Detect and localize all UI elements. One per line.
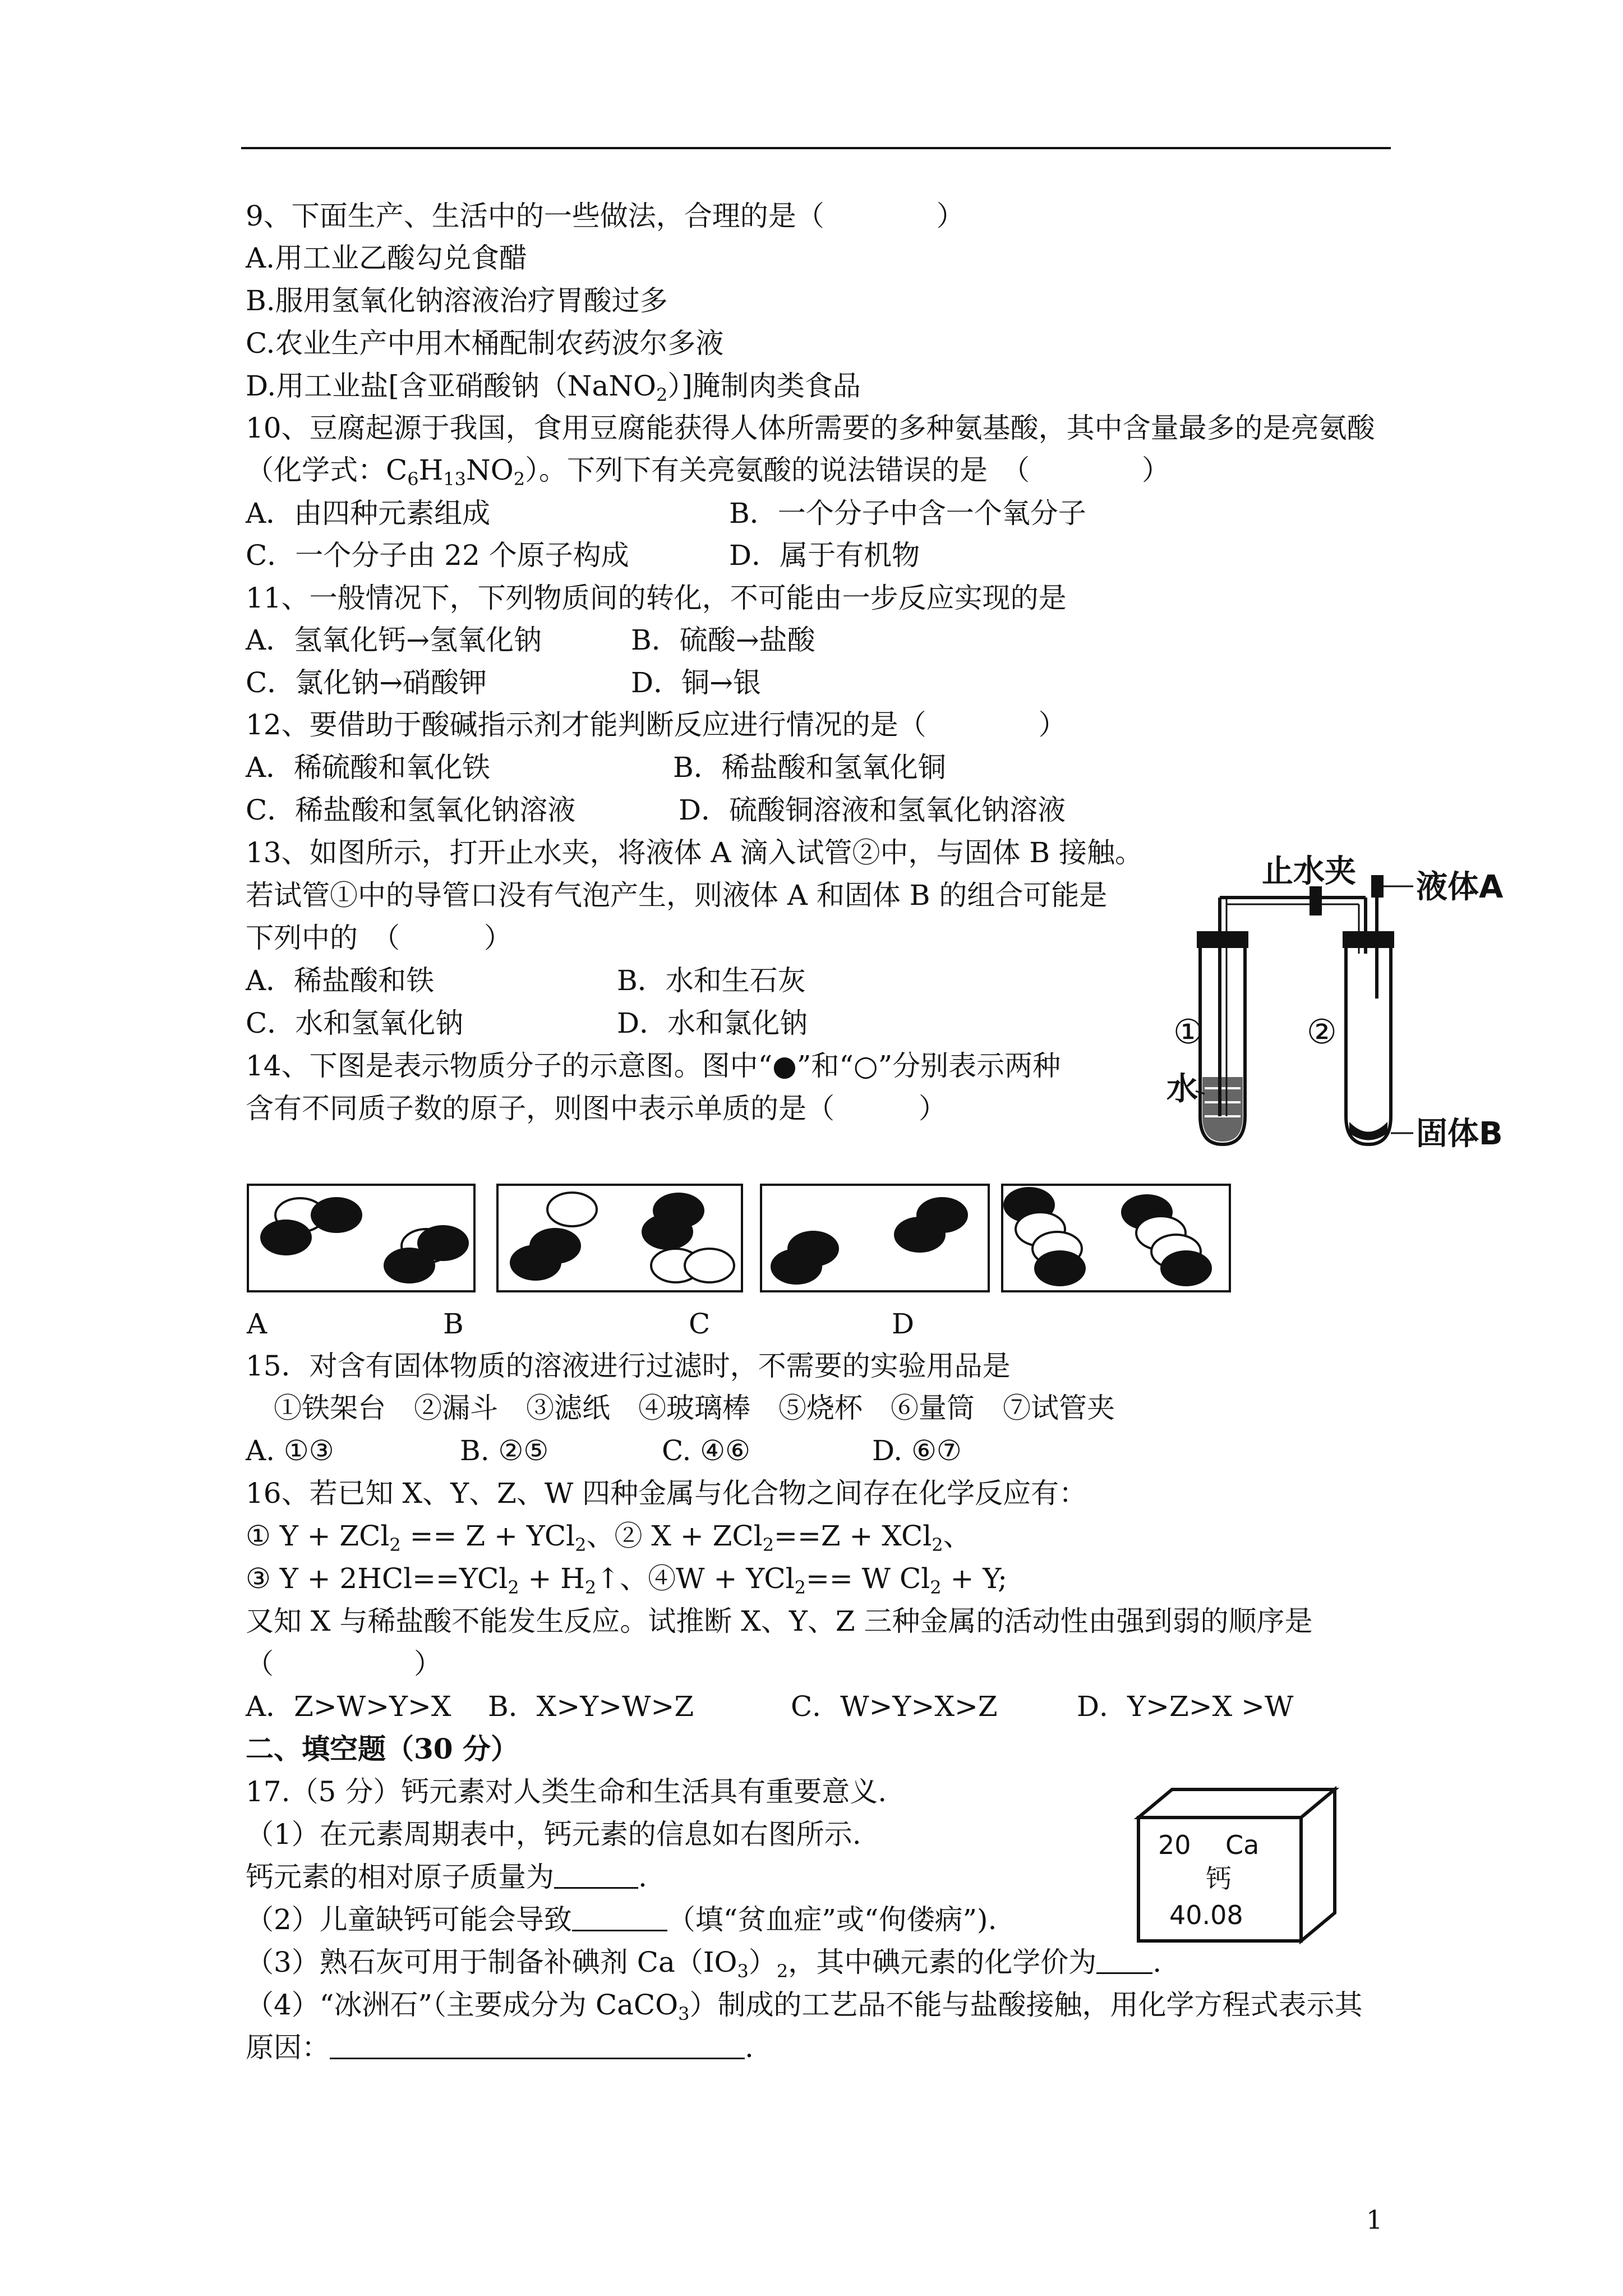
q17-part-2: （2）儿童缺钙可能会导致 （填“贫血症”或“佝偻病”).	[246, 1903, 997, 1936]
q16-reactions-1: ① Y + ZCl$_2$ == Z + YCl$_2$、② X + ZCl$_2$==Z + XCl$_2$、	[246, 1520, 971, 1556]
answer-blank[interactable]	[1096, 1947, 1152, 1974]
q10-option-b: B．一个分子中含一个氧分子	[729, 497, 1086, 530]
q16-option-c: C．W>Y>X>Z	[791, 1690, 998, 1723]
q14-box-a	[247, 1184, 476, 1292]
q16-option-b: B．X>Y>W>Z	[488, 1690, 694, 1723]
header-rule	[241, 147, 1391, 149]
q14-label-c: C	[689, 1308, 711, 1340]
q12-option-a: A．稀硫酸和氧化铁	[246, 751, 491, 784]
q14-box-d	[1001, 1184, 1231, 1292]
q10-option-d: D．属于有机物	[729, 539, 920, 572]
black-atom	[894, 1217, 946, 1253]
q17-part-3: （3）熟石灰可用于制备补碘剂 $Ca(IO_3)_2$，其中碘元素的化学价为 .	[246, 1946, 1162, 1982]
q12-option-d: D．硫酸铜溶液和氢氧化钠溶液	[679, 794, 1066, 826]
q13-option-c: C．水和氢氧化钠	[246, 1007, 464, 1039]
q15-option-d: D. ⑥⑦	[872, 1434, 962, 1467]
q14-box-b	[496, 1184, 743, 1292]
q13-option-d: D．水和氯化钠	[617, 1007, 808, 1039]
q14-stem-2: 含有不同质子数的原子，则图中表示单质的是（ ）	[246, 1092, 947, 1125]
q14-stem-1: 14、下图是表示物质分子的示意图。图中“●”和“○”分别表示两种	[246, 1050, 1061, 1082]
section-title: 二、填空题（30 分）	[246, 1732, 519, 1765]
q11-option-a: A．氢氧化钙→氢氧化钠	[246, 624, 542, 656]
element-name: 钙	[1206, 1864, 1232, 1894]
q9-option-c: C.农业生产中用木桶配制农药波尔多液	[246, 327, 724, 360]
q11-option-c: C．氯化钠→硝酸钾	[246, 666, 487, 699]
q14-label-b: B	[443, 1308, 464, 1340]
q17-stem: 17.（5 分）钙元素对人类生命和生活具有重要意义.	[246, 1775, 887, 1808]
answer-blank[interactable]	[572, 1904, 667, 1931]
q17-part-1: （1）在元素周期表中，钙元素的信息如右图所示.	[246, 1818, 861, 1851]
q10-stem: 10、豆腐起源于我国，食用豆腐能获得人体所需要的多种氨基酸，其中含量最多的是亮氨酸	[246, 412, 1375, 444]
q14-label-d: D	[892, 1308, 915, 1340]
q16-answer-paren: （ ）	[246, 1648, 442, 1680]
q13-option-b: B．水和生石灰	[617, 964, 806, 997]
black-atom	[384, 1248, 435, 1283]
element-symbol: Ca	[1225, 1830, 1260, 1860]
q13-stem-2: 若试管①中的导管口没有气泡产生，则液体 A 和固体 B 的组合可能是	[246, 879, 1108, 912]
q14-box-c	[760, 1184, 990, 1292]
black-atom	[642, 1214, 693, 1250]
q15-stem: 15．对含有固体物质的溶液进行过滤时，不需要的实验用品是	[246, 1350, 1011, 1382]
q10-option-a: A．由四种元素组成	[246, 497, 491, 530]
q11-stem: 11、一般情况下，下列物质间的转化，不可能由一步反应实现的是	[246, 582, 1067, 614]
q13-option-a: A．稀盐酸和铁	[246, 964, 435, 997]
q16-option-a: A．Z>W>Y>X	[246, 1690, 451, 1723]
q17-part-4b: 原因： .	[246, 2031, 754, 2064]
tube1-label: ①	[1173, 1013, 1204, 1052]
q9-option-a: A.用工业乙酸勾兑食醋	[246, 242, 528, 274]
calcium-element-card	[1133, 1784, 1368, 1947]
q12-stem: 12、要借助于酸碱指示剂才能判断反应进行情况的是（ ）	[246, 708, 1067, 741]
q13-apparatus-figure	[1155, 853, 1504, 1167]
q15-items: ①铁架台 ②漏斗 ③滤纸 ④玻璃棒 ⑤烧杯 ⑥量筒 ⑦试管夹	[246, 1392, 1115, 1424]
page-number: 1	[1366, 2205, 1383, 2235]
q15-option-b: B. ②⑤	[460, 1434, 549, 1467]
q10-formula-line: （化学式：$C_6H_{13}NO_2$）。下列下有关亮氨酸的说法错误的是 （ ）	[246, 454, 1170, 490]
black-atom	[311, 1197, 362, 1233]
q14-label-a: A	[247, 1308, 268, 1340]
q13-stem-3: 下列中的 （ ）	[246, 922, 512, 954]
black-atom	[1034, 1250, 1086, 1286]
q15-option-c: C. ④⑥	[662, 1434, 750, 1467]
q10-option-c: C．一个分子由 22 个原子构成	[246, 539, 629, 572]
q12-option-c: C．稀盐酸和氢氧化钠溶液	[246, 794, 576, 826]
black-atom	[1160, 1250, 1212, 1286]
water-label: 水	[1166, 1071, 1198, 1107]
tube2-label: ②	[1307, 1013, 1337, 1052]
white-atom	[546, 1191, 598, 1227]
q9-stem: 9、下面生产、生活中的一些做法，合理的是（ ）	[246, 200, 965, 232]
answer-blank[interactable]	[330, 2032, 745, 2059]
q17-part-1b: 钙元素的相对原子质量为 .	[246, 1861, 647, 1893]
q11-option-d: D．铜→银	[631, 666, 761, 699]
atomic-number: 20	[1158, 1830, 1191, 1860]
black-atom	[510, 1245, 561, 1281]
q17-part-4: （4）“冰洲石”（主要成分为 CaCO$_3$）制成的工艺品不能与盐酸接触，用化学方程式表示其	[246, 1989, 1363, 2024]
clamp-label: 止水夹	[1262, 853, 1356, 890]
q12-option-b: B．稀盐酸和氢氧化铜	[673, 751, 946, 784]
q13-stem-1: 13、如图所示，打开止水夹，将液体 A 滴入试管②中，与固体 B 接触。	[246, 836, 1144, 869]
q15-option-a: A. ①③	[246, 1434, 334, 1467]
q11-option-b: B．硫酸→盐酸	[631, 624, 815, 656]
white-atom	[684, 1248, 735, 1283]
q9-option-d: D.用工业盐[含亚硝酸钠（NaNO$_2$）]腌制肉类食品	[246, 370, 861, 406]
solid-b-label: 固体B	[1416, 1116, 1503, 1152]
q9-option-b: B.服用氢氧化钠溶液治疗胃酸过多	[246, 284, 668, 317]
atomic-mass: 40.08	[1169, 1900, 1243, 1930]
q16-note: 又知 X 与稀盐酸不能发生反应。试推断 X、Y、Z 三种金属的活动性由强到弱的顺序是	[246, 1605, 1313, 1637]
liquid-a-label: 液体A	[1416, 869, 1504, 905]
q16-stem: 16、若已知 X、Y、Z、W 四种金属与化合物之间存在化学反应有：	[246, 1477, 1087, 1510]
black-atom	[771, 1249, 822, 1285]
q16-reactions-2: ③ $Y + 2HCl==YCl_2 + H_2↑$、④W + YCl$_2$== W $Cl_2 + Y$;	[246, 1562, 1007, 1598]
q16-option-d: D．Y>Z>X >W	[1077, 1690, 1294, 1723]
answer-blank[interactable]	[554, 1861, 638, 1889]
black-atom	[260, 1220, 312, 1255]
